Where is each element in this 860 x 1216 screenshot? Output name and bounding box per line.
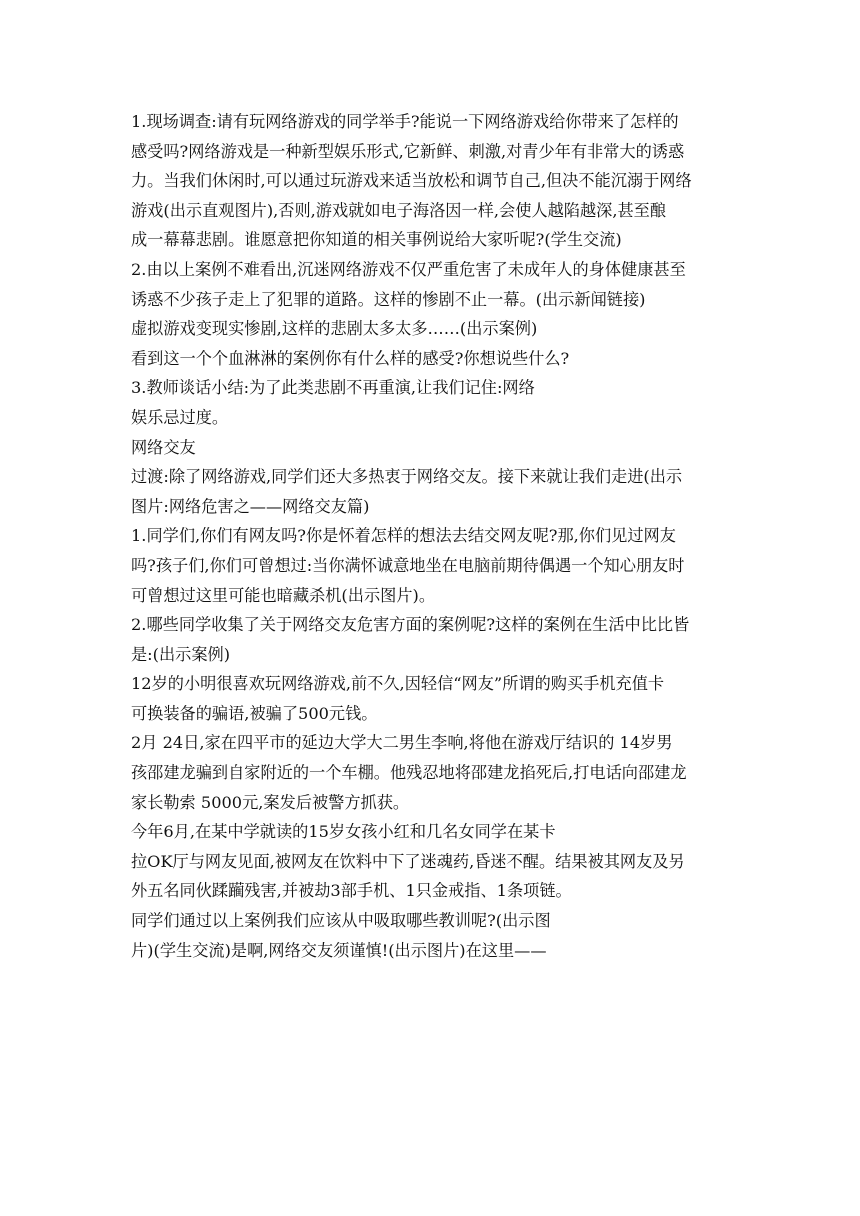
- text-line: 孩邵建龙骗到自家附近的一个车棚。他残忍地将邵建龙掐死后,打电话向邵建龙: [131, 763, 687, 783]
- text-line: 诱惑不少孩子走上了犯罪的道路。这样的惨剧不止一幕。(出示新闻链接): [131, 289, 646, 309]
- text-line: 感受吗?网络游戏是一种新型娱乐形式,它新鲜、刺激,对青少年有非常大的诱惑: [131, 141, 685, 161]
- section-heading: 网络交友: [131, 437, 196, 457]
- text-line: 娱乐忌过度。: [131, 407, 229, 427]
- text-line: 图片:网络危害之——网络交友篇): [131, 496, 370, 516]
- text-line: 2月 24日,家在四平市的延边大学大二男生李响,将他在游戏厅结识的 14岁男: [131, 733, 673, 753]
- text-line: 拉OK厅与网友见面,被网友在饮料中下了迷魂药,昏迷不醒。结果被其网友及另: [131, 851, 685, 871]
- text-line: 力。当我们休闲时,可以通过玩游戏来适当放松和调节自己,但决不能沉溺于网络: [131, 171, 692, 191]
- text-line: 虚拟游戏变现实惨剧,这样的悲剧太多太多……(出示案例): [131, 319, 538, 339]
- text-line: 成一幕幕悲剧。谁愿意把你知道的相关事例说给大家听呢?(学生交流): [131, 230, 622, 250]
- text-line: 可换装备的骗语,被骗了500元钱。: [131, 703, 378, 723]
- text-line: 同学们通过以上案例我们应该从中吸取哪些教训呢?(出示图: [131, 911, 551, 931]
- text-line: 今年6月,在某中学就读的15岁女孩小红和几名女同学在某卡: [131, 822, 556, 842]
- text-line: 可曾想过这里可能也暗藏杀机(出示图片)。: [131, 585, 436, 605]
- text-line: 外五名同伙蹂躏残害,并被劫3部手机、1只金戒指、1条项链。: [131, 881, 572, 901]
- text-line: 12岁的小明很喜欢玩网络游戏,前不久,因轻信“网友”所谓的购买手机充值卡: [131, 674, 665, 694]
- text-line: 2.哪些同学收集了关于网络交友危害方面的案例呢?这样的案例在生活中比比皆: [131, 615, 690, 635]
- text-line: 家长勒索 5000元,案发后被警方抓获。: [131, 792, 410, 812]
- text-line: 吗?孩子们,你们可曾想过:当你满怀诚意地坐在电脑前期待偶遇一个知心朋友时: [131, 555, 685, 575]
- text-line: 3.教师谈话小结:为了此类悲剧不再重演,让我们记住:网络: [131, 378, 535, 398]
- document-body: [131, 107, 745, 965]
- text-line: 游戏(出示直观图片),否则,游戏就如电子海洛因一样,会使人越陷越深,甚至酿: [131, 200, 667, 220]
- text-line: 过渡:除了网络游戏,同学们还大多热衷于网络交友。接下来就让我们走进(出示: [131, 467, 683, 487]
- text-line: 看到这一个个血淋淋的案例你有什么样的感受?你想说些什么?: [131, 348, 570, 368]
- text-line: 是:(出示案例): [131, 644, 231, 664]
- text-line: 1.同学们,你们有网友吗?你是怀着怎样的想法去结交网友呢?那,你们见过网友: [131, 526, 676, 546]
- text-line: 片)(学生交流)是啊,网络交友须谨慎!(出示图片)在这里——: [131, 940, 547, 960]
- text-line: 2.由以上案例不难看出,沉迷网络游戏不仅严重危害了未成年人的身体健康甚至: [131, 259, 686, 279]
- text-line: 1.现场调查:请有玩网络游戏的同学举手?能说一下网络游戏给你带来了怎样的: [131, 112, 679, 131]
